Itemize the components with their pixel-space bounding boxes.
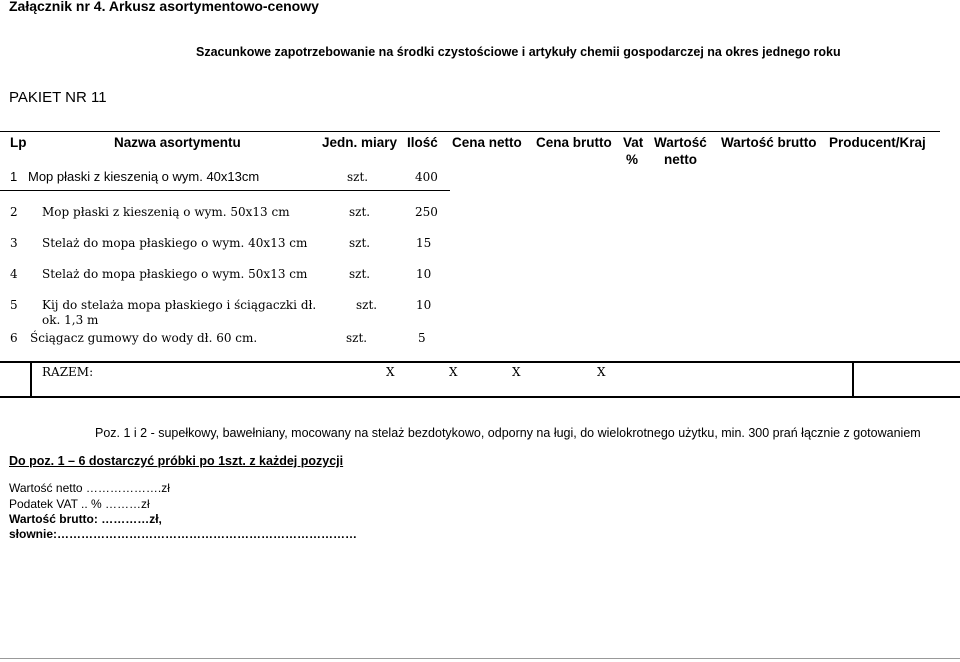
col-vat: Vat xyxy=(623,135,644,150)
row-name: Mop płaski z kieszenią o wym. 50x13 cm xyxy=(42,205,290,219)
summary-net-value: Wartość netto ……………….zł xyxy=(9,481,170,495)
total-x-vat: X xyxy=(512,365,521,379)
col-unit: Jedn. miary xyxy=(322,135,398,150)
total-label: RAZEM: xyxy=(42,365,94,379)
total-right-divider xyxy=(852,361,854,398)
row-qty: 400 xyxy=(415,170,438,184)
note-text: Poz. 1 i 2 - supełkowy, bawełniany, mocowany na stelaż bezdotykowo, odporny na ługi, do wielokrotnego użytku, min. 300 prań łącznie z gotowaniem xyxy=(95,426,921,440)
row-name: Kij do stelaża mopa płaskiego i ściągaczki dł. xyxy=(42,298,317,312)
row-qty: 5 xyxy=(418,331,426,345)
row-unit: szt. xyxy=(349,205,371,219)
package-title: PAKIET NR 11 xyxy=(9,89,107,106)
table-top-border xyxy=(0,131,940,132)
row-qty: 15 xyxy=(416,236,432,250)
total-x-value: X xyxy=(597,365,606,379)
row-lp: 5 xyxy=(10,298,18,312)
row-unit: szt. xyxy=(349,267,371,281)
summary-gross-value: Wartość brutto: …………zł, xyxy=(9,512,162,526)
samples-note: Do poz. 1 – 6 dostarczyć próbki po 1szt. z każdej pozycji xyxy=(9,454,344,468)
col-producer: Producent/Kraj xyxy=(829,135,926,150)
col-vat-percent: % xyxy=(626,152,639,167)
col-net-value-2: netto xyxy=(664,152,697,167)
row-qty: 250 xyxy=(415,205,438,219)
summary-vat: Podatek VAT .. % ………zł xyxy=(9,497,150,511)
col-net-value: Wartość xyxy=(654,135,707,150)
row-lp: 4 xyxy=(10,267,18,281)
attachment-title: Załącznik nr 4. Arkusz asortymentowo-cenowy xyxy=(9,0,319,14)
col-qty: Ilość xyxy=(407,135,438,150)
total-top-border xyxy=(0,361,960,363)
row-unit: szt. xyxy=(346,331,368,345)
total-x-net-price: X xyxy=(386,365,395,379)
col-name: Nazwa asortymentu xyxy=(114,135,241,150)
row-name: Stelaż do mopa płaskiego o wym. 40x13 cm xyxy=(42,236,308,250)
row-qty: 10 xyxy=(416,267,432,281)
total-left-divider xyxy=(30,361,32,398)
row-lp: 6 xyxy=(10,331,18,345)
total-bottom-border xyxy=(0,396,960,398)
row-name-continued: ok. 1,3 m xyxy=(42,313,99,327)
row-divider xyxy=(0,190,450,191)
col-gross-price: Cena brutto xyxy=(536,135,612,150)
row-name: Mop płaski z kieszenią o wym. 40x13cm xyxy=(28,169,260,184)
document-subtitle: Szacunkowe zapotrzebowanie na środki czystościowe i artykuły chemii gospodarczej na okres jednego roku xyxy=(196,45,841,59)
row-qty: 10 xyxy=(416,298,432,312)
row-unit: szt. xyxy=(356,298,378,312)
row-unit: szt. xyxy=(347,170,369,184)
row-name: Stelaż do mopa płaskiego o wym. 50x13 cm xyxy=(42,267,308,281)
row-unit: szt. xyxy=(349,236,371,250)
col-gross-value: Wartość brutto xyxy=(721,135,817,150)
row-lp: 1 xyxy=(10,169,18,184)
total-x-gross-price: X xyxy=(449,365,458,379)
row-name: Ściągacz gumowy do wody dł. 60 cm. xyxy=(30,331,258,345)
col-lp: Lp xyxy=(10,135,27,150)
col-net-price: Cena netto xyxy=(452,135,522,150)
page-bottom-divider xyxy=(0,658,960,659)
summary-in-words: słownie:………………………………………………………………… xyxy=(9,527,358,541)
row-lp: 3 xyxy=(10,236,18,250)
row-lp: 2 xyxy=(10,205,18,219)
